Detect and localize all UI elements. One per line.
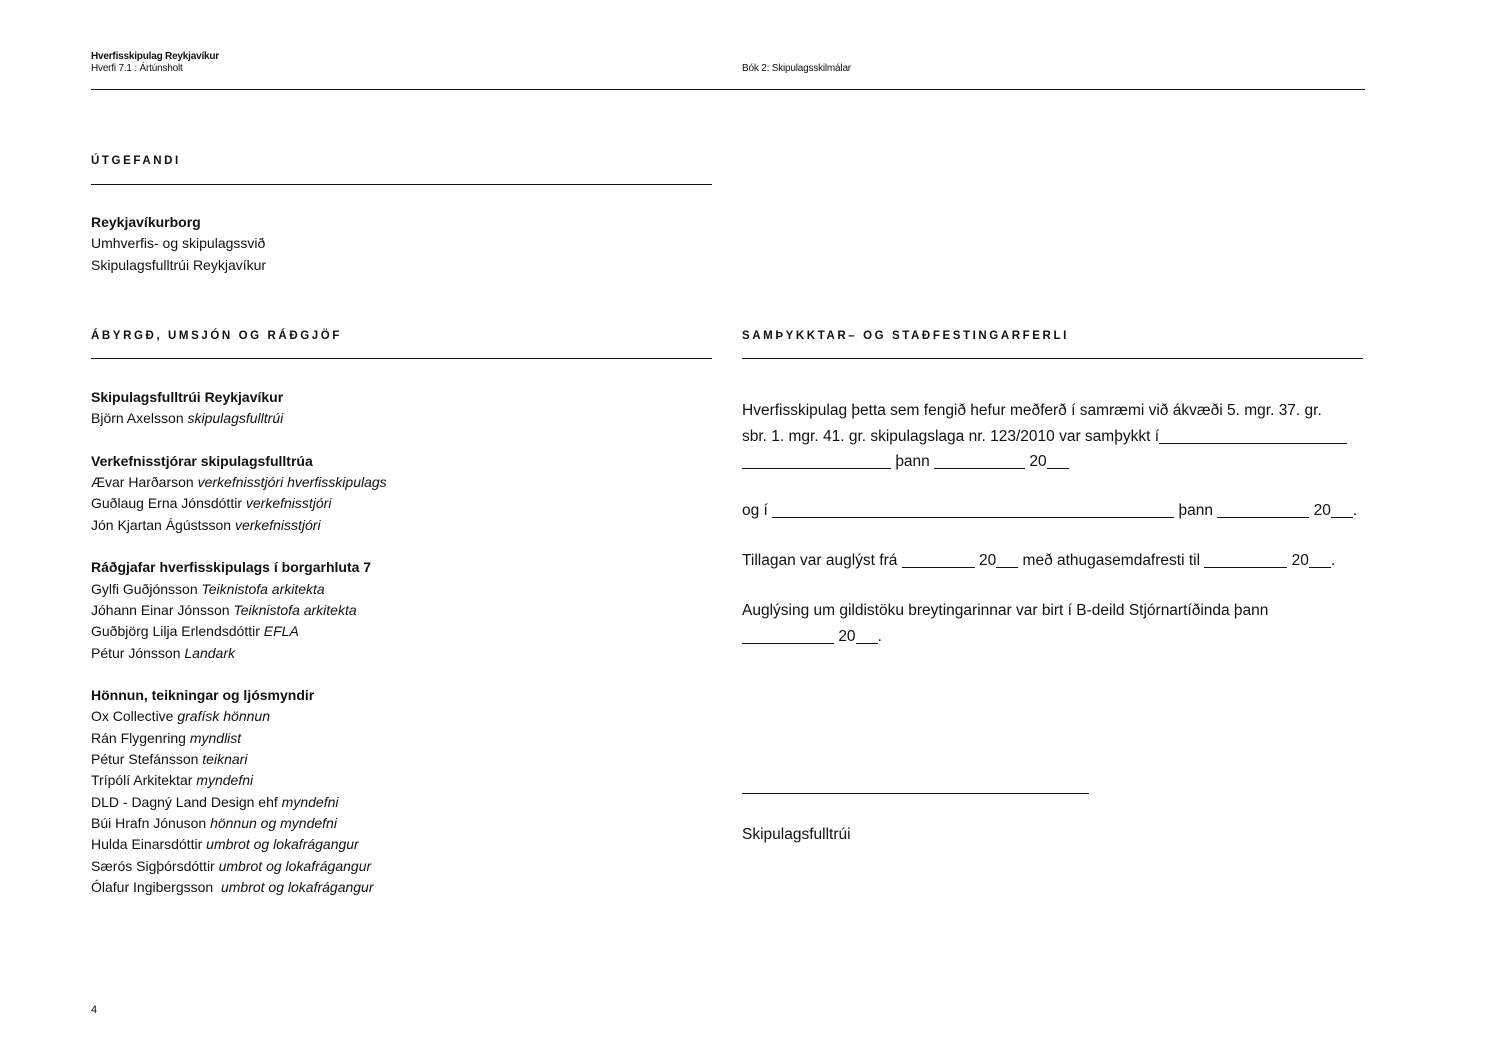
credit-line: Ox Collective grafísk hönnun [91,708,270,725]
blank-field[interactable] [772,500,1174,518]
blank-field[interactable] [742,451,891,469]
credit-line: Guðbjörg Lilja Erlendsdóttir EFLA [91,623,299,640]
credit-line: Pétur Stefánsson teiknari [91,751,248,768]
blank-field[interactable] [934,451,1025,469]
credit-group [91,685,711,898]
credit-group-title: Verkefnisstjórar skipulagsfulltrúa [91,452,313,469]
publisher-name: Reykjavíkurborg [91,214,201,230]
blank-field[interactable] [902,550,975,568]
blank-field[interactable] [742,626,834,644]
credit-line: Björn Axelsson skipulagsfulltrúi [91,410,284,427]
publisher-line: Umhverfis- og skipulagssvið [91,235,266,252]
page-number: 4 [91,1004,98,1016]
credit-line: Rán Flygenring myndlist [91,729,242,746]
credit-group [91,451,711,536]
approval-paragraph-4: Auglýsing um gildistöku breytingarinnar var birt í B-deild Stjórnartíðinda þann 20 . [742,602,1269,645]
document-title: Hverfisskipulag Reykjavíkur [91,51,219,62]
publisher-divider [91,184,712,185]
signature-label: Skipulagsfulltrúi [742,826,851,843]
blank-field[interactable] [1047,451,1069,469]
credit-line: Hulda Einarsdóttir umbrot og lokafrágangur [91,836,359,853]
publisher-block [91,212,691,276]
credit-group [91,387,711,430]
approval-paragraph-2: og í þann 20 . [742,502,1358,519]
blank-field[interactable] [856,626,878,644]
credit-line: Búi Hrafn Jónuson hönnun og myndefni [91,814,337,831]
approval-heading: SAMÞYKKTAR– OG STAÐFESTINGARFERLI [742,330,1069,342]
credit-line: Ævar Harðarson verkefnisstjóri hverfisskipulags [91,474,387,491]
blank-field[interactable] [1217,500,1309,518]
responsibility-list [91,387,711,919]
book-label: Bók 2: Skipulagsskilmálar [742,63,851,74]
document-subtitle: Hverfi 7.1 : Ártúnsholt [91,63,183,74]
publisher-heading: ÚTGEFANDI [91,155,181,167]
credit-line: Jóhann Einar Jónsson Teiknistofa arkitekta [91,601,357,618]
credit-group [91,557,711,663]
blank-field[interactable] [1159,426,1347,444]
signature-line[interactable] [742,793,1089,794]
credit-line: Gylfi Guðjónsson Teiknistofa arkitekta [91,580,325,597]
credit-group-title: Skipulagsfulltrúi Reykjavíkur [91,389,284,405]
publisher-line: Skipulagsfulltrúi Reykjavíkur [91,256,267,273]
credit-line: Guðlaug Erna Jónsdóttir verkefnisstjóri [91,495,332,512]
credit-line: Pétur Jónsson Landark [91,644,235,661]
approval-paragraph-1: Hverfisskipulag þetta sem fengið hefur meðferð í samræmi við ákvæði 5. mgr. 37. gr. sbr. 1. mgr. 41. gr. skipulagslaga nr. 123/2010 var samþykkt í þann 20 [742,398,1382,475]
credit-group-title: Hönnun, teikningar og ljósmyndir [91,687,315,704]
responsibility-heading: ÁBYRGÐ, UMSJÓN OG RÁÐGJÖF [91,330,342,342]
responsibility-divider [91,358,712,359]
blank-field[interactable] [1309,550,1331,568]
credit-line: DLD - Dagný Land Design ehf myndefni [91,793,339,810]
blank-field[interactable] [996,550,1018,568]
credit-line: Ólafur Ingibergsson umbrot og lokafrágangur [91,878,374,895]
credit-line: Jón Kjartan Ágústsson verkefnisstjóri [91,516,321,533]
credit-line: Særós Sigþórsdóttir umbrot og lokafrágangur [91,857,372,874]
credit-line: Trípólí Arkitektar myndefni [91,772,254,789]
approval-paragraph-3: Tillagan var auglýst frá 20 með athugasemdafresti til 20 . [742,552,1336,569]
blank-field[interactable] [1331,500,1353,518]
approval-divider [742,358,1363,359]
credit-group-title: Ráðgjafar hverfisskipulags í borgarhluta 7 [91,559,372,576]
header-divider [91,89,1365,90]
blank-field[interactable] [1204,550,1287,568]
